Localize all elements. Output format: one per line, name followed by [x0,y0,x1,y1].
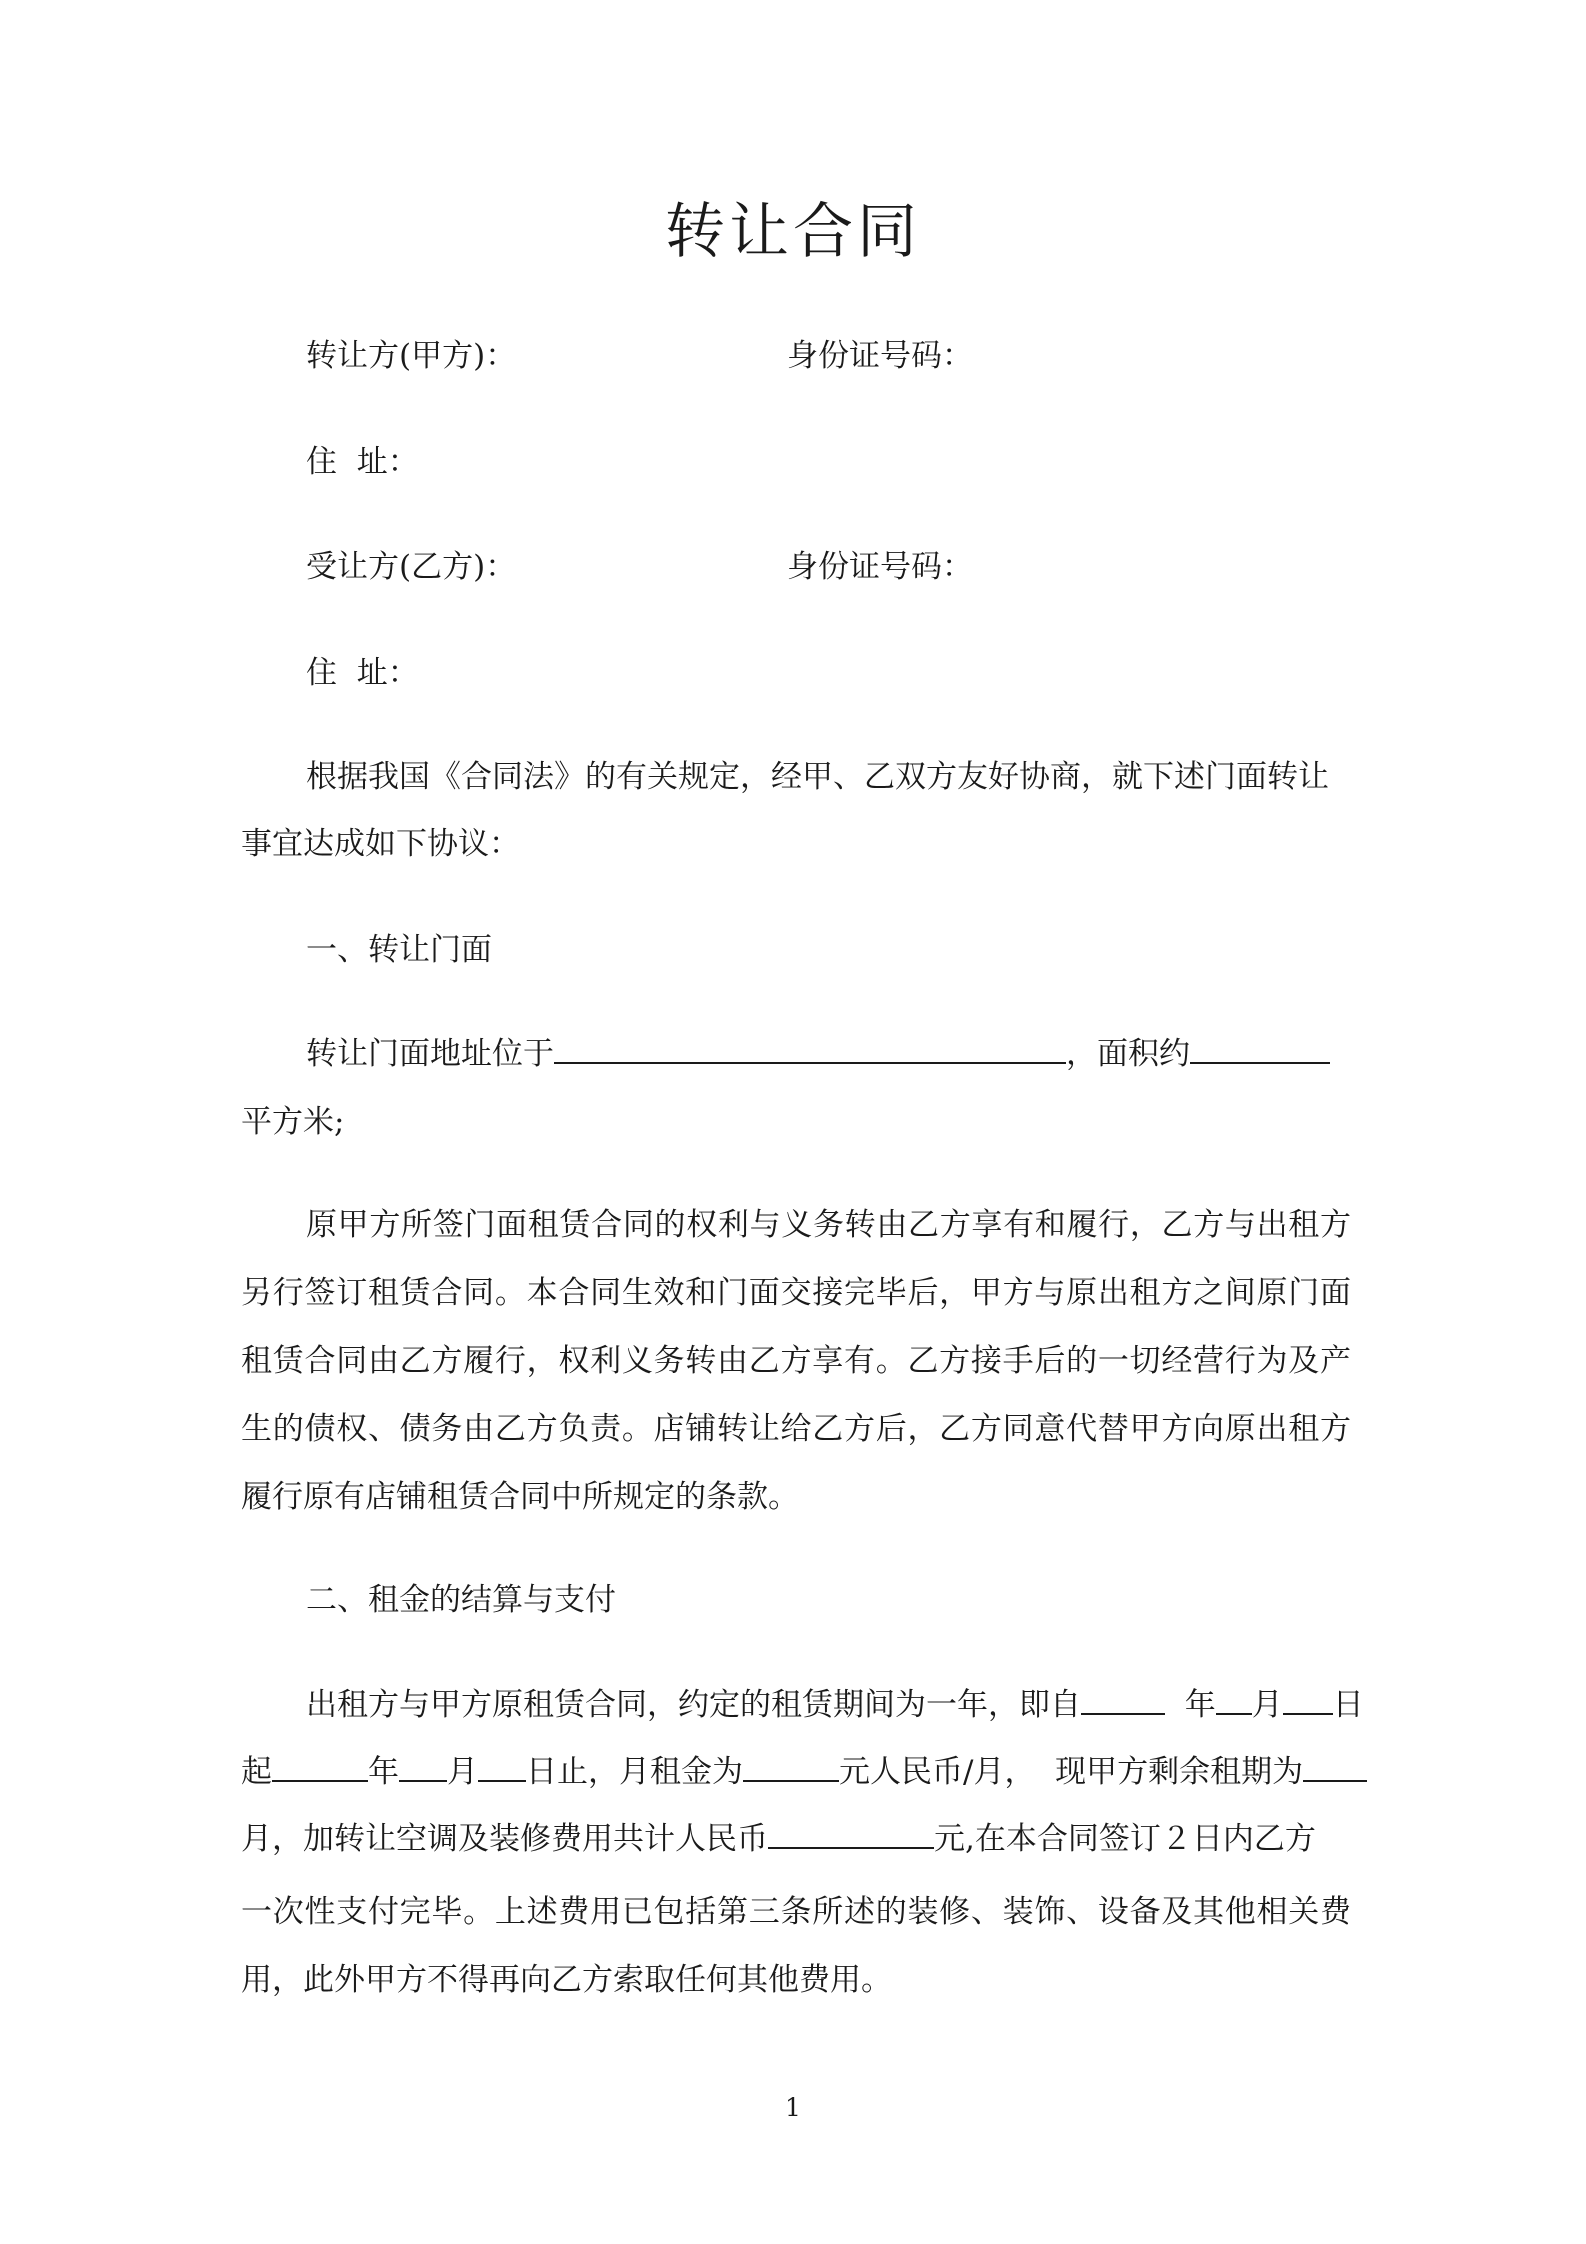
party-a-label: 转让方(甲方)： [306,338,517,374]
address-blank [554,1032,1066,1064]
year-text: 年 [368,1754,399,1790]
party-a-address-label: 住 址： [306,444,419,480]
remaining-term-text: 现甲方剩余租期为 [1055,1754,1304,1790]
payment-deadline-text: 元,在本合同签订２日内乙方 [934,1821,1316,1857]
month-text: 月 [1251,1687,1283,1723]
rmb-per-month-text: 元人民币/月， [839,1754,1036,1790]
monthly-rent-blank [743,1750,839,1782]
party-b-id-label: 身份证号码： [787,549,973,585]
intro-line-2: 事宜达成如下协议： [241,826,520,862]
month-text: 月 [447,1754,478,1790]
section-2-heading: 二、租金的结算与支付 [306,1582,616,1618]
address-text: 转让门面地址位于 [306,1036,554,1072]
start-year-blank [1081,1683,1165,1715]
year-text: 年 [1184,1687,1216,1723]
section-1-unit: 平方米; [241,1104,345,1140]
from-text: 起 [241,1754,272,1790]
monthly-rent-text: 日止，月租金为 [526,1754,743,1790]
intro-line-1: 根据我国《合同法》的有关规定，经甲、乙双方友好协商，就下述门面转让 [306,759,1329,795]
end-month-blank [399,1750,447,1782]
end-day-blank [478,1750,526,1782]
area-text: ，面积约 [1066,1036,1190,1072]
page-number: 1 [785,2093,801,2122]
section-1-address-line [306,1032,1330,1076]
section-2-paragraph: 一次性支付完毕。上述费用已包括第三条所述的装修、装饰、设备及其他相关费用，此外甲方不得再向乙方索取任何其他费用。 [241,1894,1351,1998]
section-2-line-1 [306,1683,1364,1727]
party-b-address-label: 住 址： [306,655,419,691]
transfer-fee-blank [768,1817,934,1849]
section-2-line-2 [241,1750,1367,1794]
lease-period-text: 出租方与甲方原租赁合同，约定的租赁期间为一年，即自 [306,1687,1081,1723]
party-b-label: 受让方(乙方)： [306,549,517,585]
section-1-heading: 一、转让门面 [306,932,492,968]
area-blank [1190,1032,1330,1064]
start-month-blank [1216,1683,1252,1715]
day-text: 日 [1332,1687,1364,1723]
party-a-id-label: 身份证号码： [787,338,973,374]
document-title: 转让合同 [665,197,921,267]
start-day-blank [1283,1683,1333,1715]
remaining-term-blank [1303,1750,1367,1782]
section-2-line-3 [241,1817,1316,1861]
transfer-fee-text: 月，加转让空调及装修费用共计人民币 [241,1821,768,1857]
end-year-blank [272,1750,368,1782]
section-1-paragraph: 原甲方所签门面租赁合同的权利与义务转由乙方享有和履行，乙方与出租方另行签订租赁合同。本合同生效和门面交接完毕后，甲方与原出租方之间原门面租赁合同由乙方履行，权利义务转由乙方享有。乙方接手后的一切经营行为及产生的债权、债务由乙方负责。店铺转让给乙方后，乙方同意代替甲方向原出租方履行原有店铺租赁合同中所规定的条款。 [241,1207,1351,1515]
